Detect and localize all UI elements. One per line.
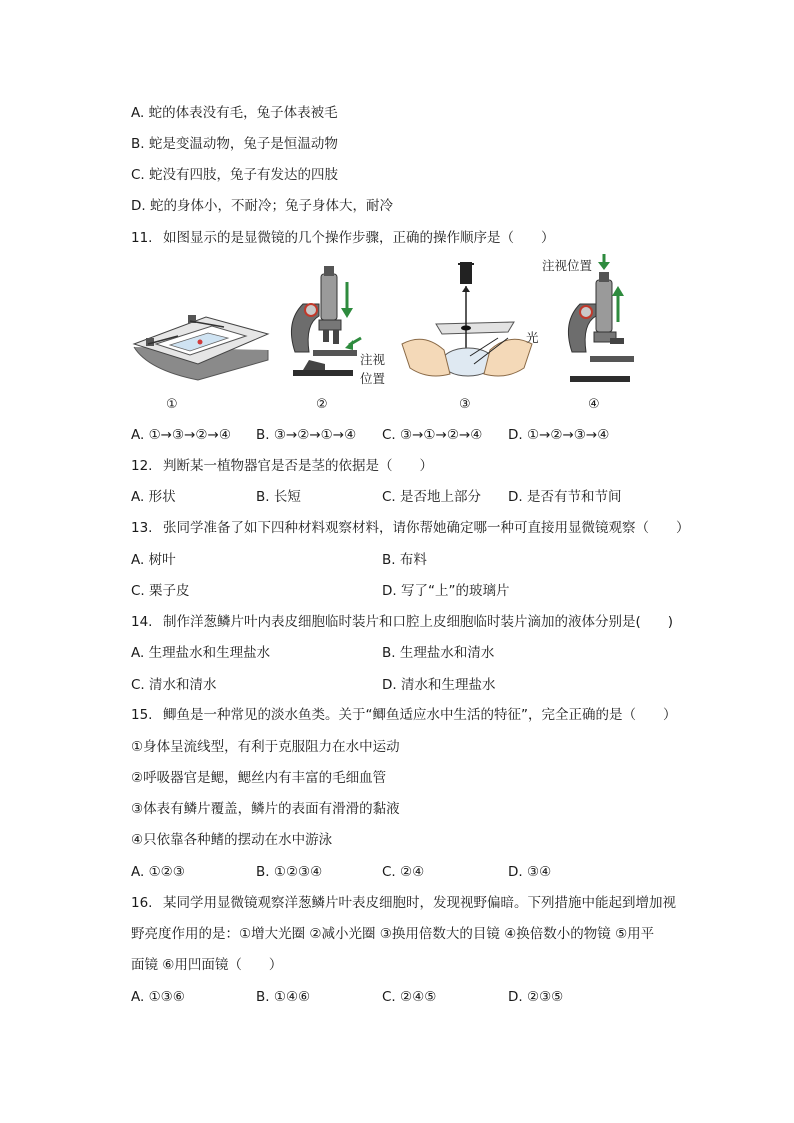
microscope-figure [128, 252, 638, 422]
q11-option-c: C. ③→①→②→④ [382, 427, 483, 443]
question-stem: 某同学用显微镜观察洋葱鳞片叶表皮细胞时，发现视野偏暗。下列措施中能起到增加视 [163, 895, 676, 911]
q16-option-d: D. ②③⑤ [508, 989, 564, 1005]
q16-option-a: A. ①③⑥ [131, 989, 185, 1005]
q15-statement-2: ②呼吸器官是鳃，鳃丝内有丰富的毛细血管 [131, 770, 387, 786]
q11-option-b: B. ③→②→①→④ [256, 427, 357, 443]
question-number: 16. [131, 895, 153, 911]
q15-statement-1: ①身体呈流线型，有利于克服阻力在水中运动 [131, 739, 400, 755]
q10-option-a: A. 蛇的体表没有毛，兔子体表被毛 [131, 105, 338, 121]
q16-stem-line-1 [131, 893, 676, 913]
q14-option-d: D. 清水和生理盐水 [382, 677, 496, 693]
q11-stem [131, 228, 555, 248]
figure-text-guang: 光 [526, 330, 539, 345]
q15-statement-4: ④只依靠各种鳍的摆动在水中游泳 [131, 832, 333, 848]
question-stem: 判断某一植物器官是否是茎的依据是（ ） [163, 458, 433, 474]
q15-option-d: D. ③④ [508, 864, 552, 880]
q10-option-b: B. 蛇是变温动物，兔子是恒温动物 [131, 136, 338, 152]
question-stem: 制作洋葱鳞片叶内表皮细胞临时装片和口腔上皮细胞临时装片滴加的液体分别是( ) [163, 614, 674, 630]
q13-option-c: C. 栗子皮 [131, 583, 190, 599]
q15-option-b: B. ①②③④ [256, 864, 323, 880]
q16-stem-line-2: 野亮度作用的是：①增大光圈 ②减小光圈 ③换用倍数大的目镜 ④换倍数小的物镜 ⑤用平 [131, 926, 655, 942]
figure-label-4: ④ [588, 397, 600, 412]
figure-label-1: ① [166, 397, 178, 412]
figure-label-3: ③ [459, 397, 471, 412]
hands-mirror-icon [402, 262, 532, 376]
q12-option-d: D. 是否有节和节间 [508, 489, 622, 505]
microscope-lowering-icon [291, 266, 361, 376]
q15-statement-3: ③体表有鳞片覆盖，鳞片的表面有滑滑的黏液 [131, 801, 400, 817]
question-number: 11. [131, 230, 153, 246]
q13-option-d: D. 写了“上”的玻璃片 [382, 583, 510, 599]
question-stem: 张同学准备了如下四种材料观察材料，请你帮她确定哪一种可直接用显微镜观察（ ） [163, 520, 690, 536]
figure-label-2: ② [316, 397, 328, 412]
q14-stem [131, 612, 673, 632]
figure-text-zhushi-weizhi: 注视位置 [542, 258, 593, 273]
q16-option-b: B. ①④⑥ [256, 989, 311, 1005]
q16-stem-line-3: 面镜 ⑥用凹面镜（ ） [131, 957, 283, 973]
q14-option-a: A. 生理盐水和生理盐水 [131, 645, 271, 661]
q12-stem [131, 456, 433, 476]
q13-stem [131, 518, 690, 538]
question-number: 13. [131, 520, 153, 536]
q11-option-d: D. ①→②→③→④ [508, 427, 610, 443]
q10-option-c: C. 蛇没有四肢，兔子有发达的四肢 [131, 167, 339, 183]
q15-option-c: C. ②④ [382, 864, 425, 880]
question-number: 14. [131, 614, 153, 630]
question-stem: 如图显示的是显微镜的几个操作步骤，正确的操作顺序是（ ） [163, 230, 555, 246]
q15-stem [131, 705, 677, 725]
q14-option-b: B. 生理盐水和清水 [382, 645, 495, 661]
q16-option-c: C. ②④⑤ [382, 989, 437, 1005]
question-number: 15. [131, 707, 153, 723]
q15-option-a: A. ①②③ [131, 864, 185, 880]
question-stem: 鲫鱼是一种常见的淡水鱼类。关于“鲫鱼适应水中生活的特征”，完全正确的是（ ） [163, 707, 677, 723]
q13-option-a: A. 树叶 [131, 552, 176, 568]
q10-option-d: D. 蛇的身体小，不耐冷；兔子身体大，耐冷 [131, 198, 393, 214]
q12-option-c: C. 是否地上部分 [382, 489, 482, 505]
figure-text-zhushi: 注视 [360, 352, 386, 367]
stage-slide-icon [134, 315, 268, 380]
q13-option-b: B. 布料 [382, 552, 427, 568]
q12-option-b: B. 长短 [256, 489, 301, 505]
figure-text-weizhi: 位置 [360, 371, 386, 386]
microscope-steps-illustration [128, 252, 638, 402]
q14-option-c: C. 清水和清水 [131, 677, 217, 693]
question-number: 12. [131, 458, 153, 474]
q12-option-a: A. 形状 [131, 489, 176, 505]
q11-option-a: A. ①→③→②→④ [131, 427, 231, 443]
